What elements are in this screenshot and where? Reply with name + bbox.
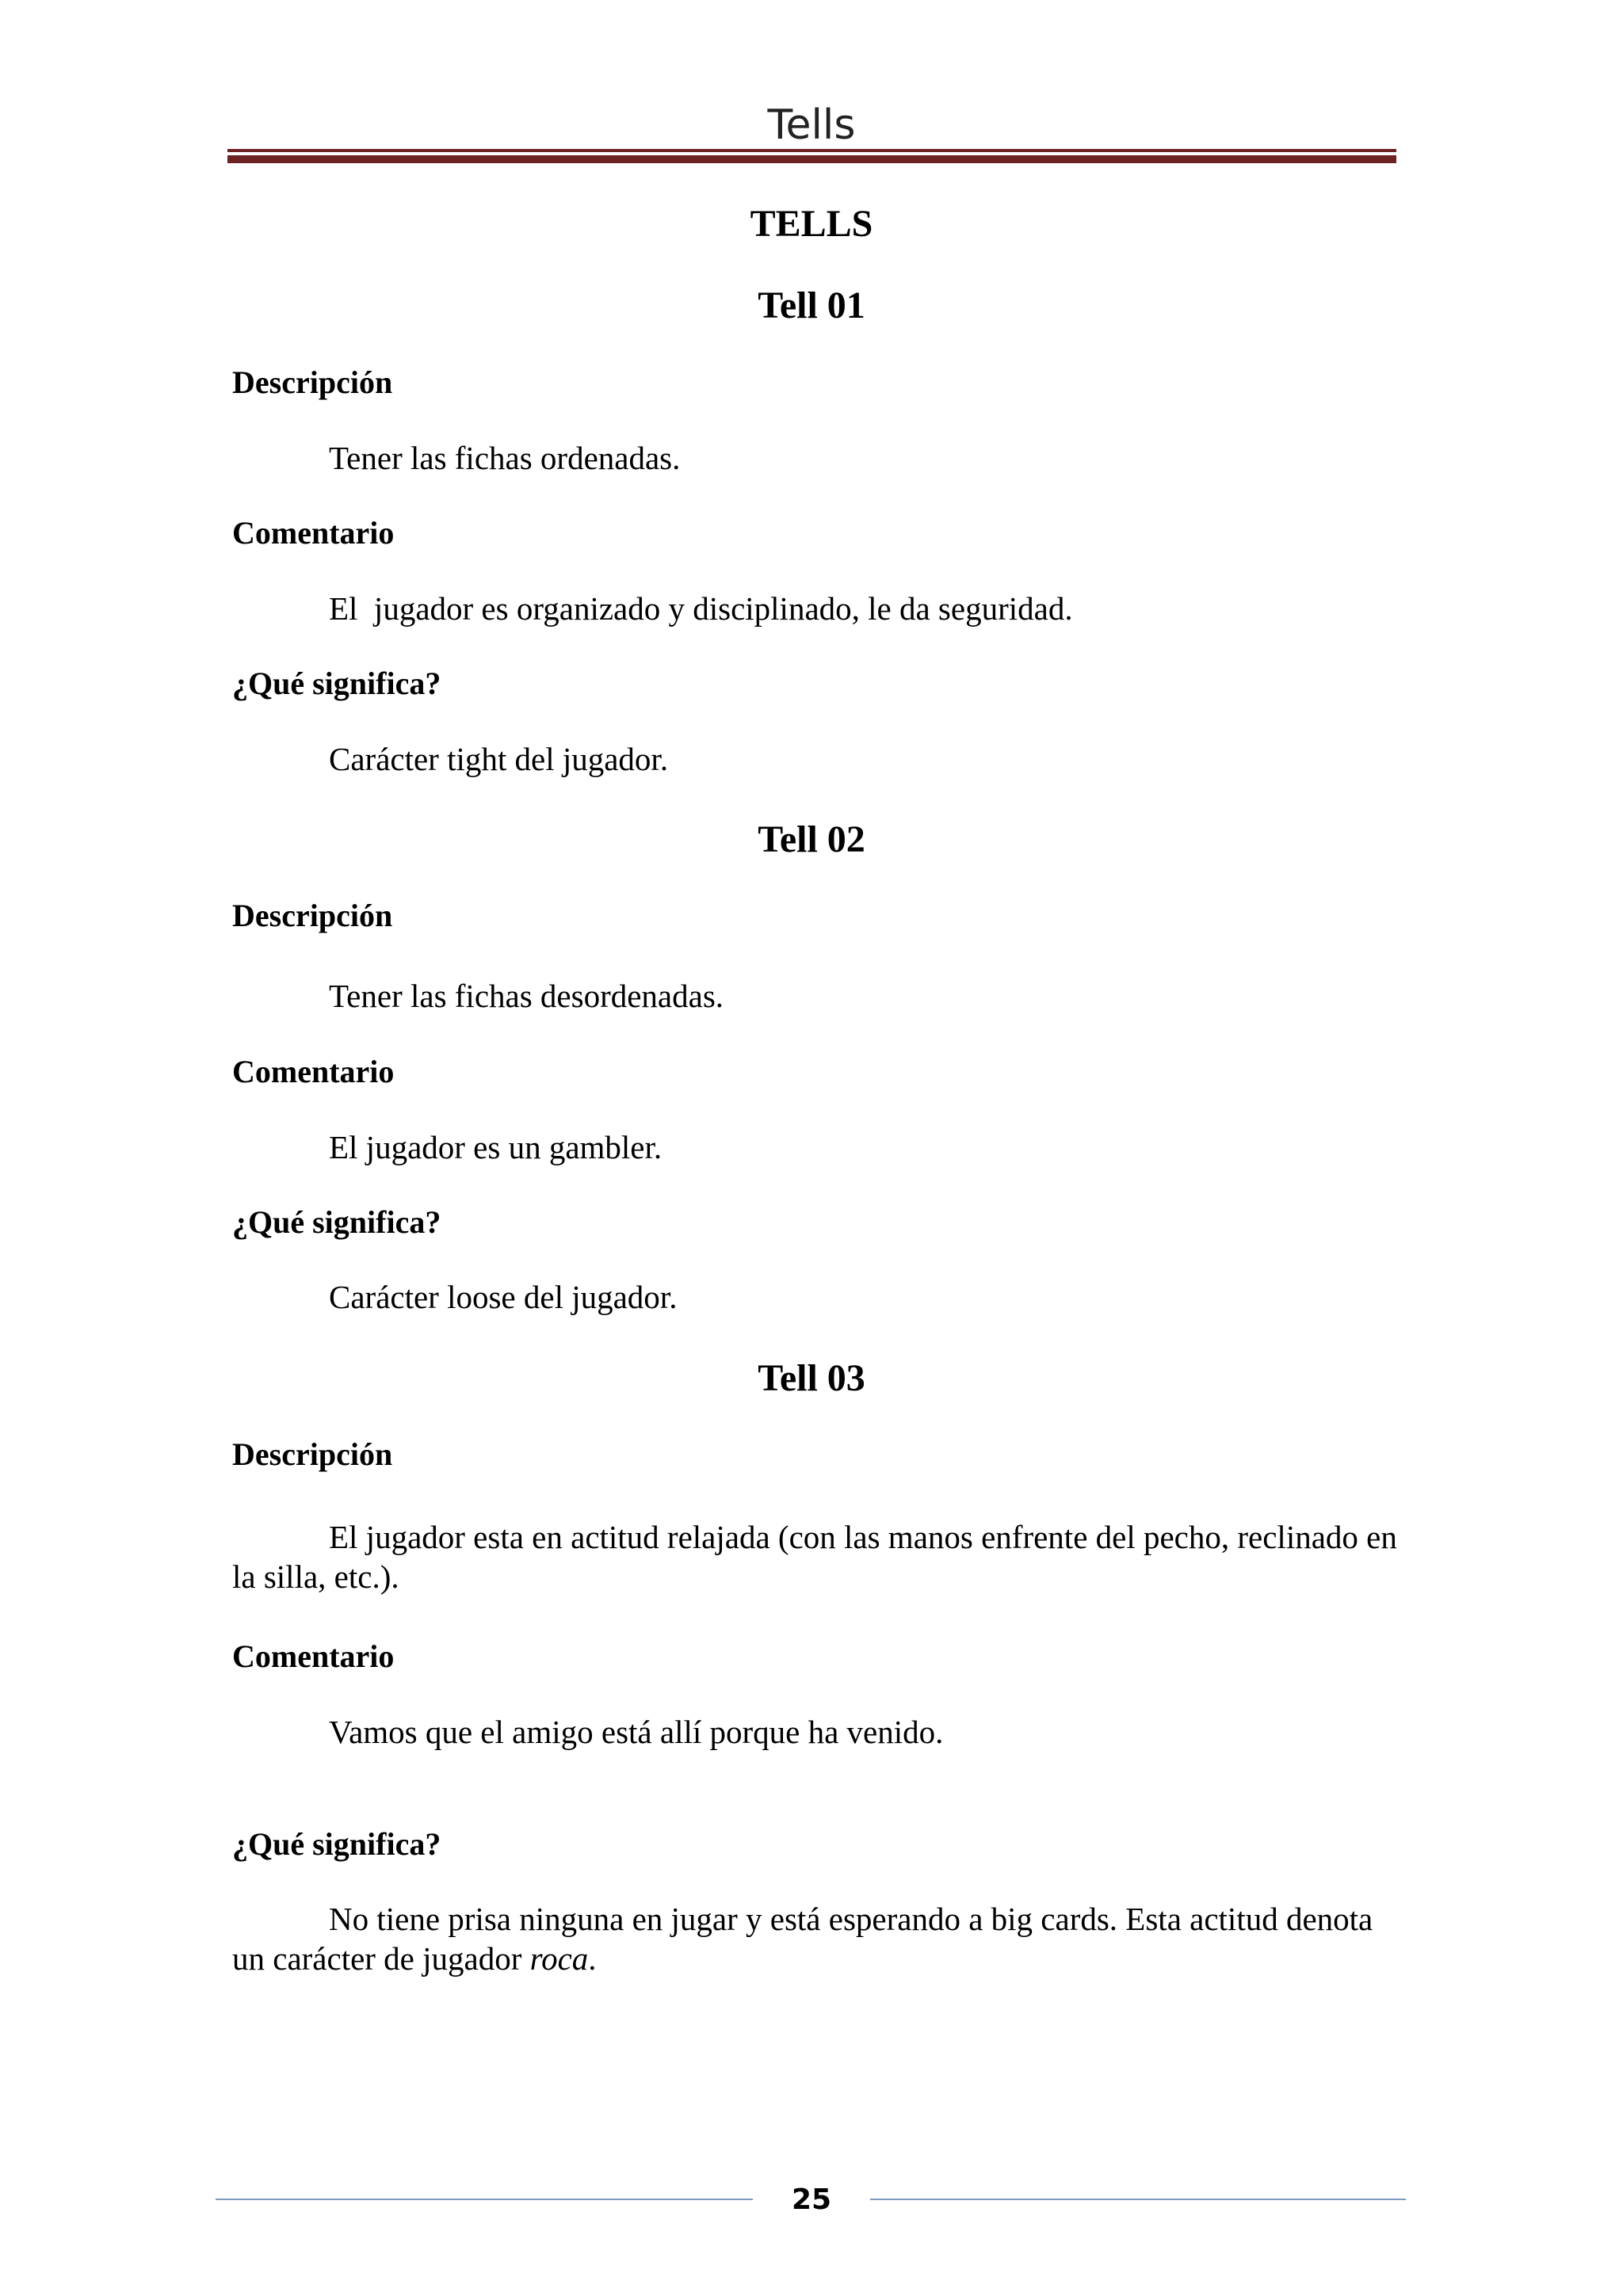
tell-02-meaning: Carácter loose del jugador. [329, 1279, 678, 1315]
tell-03-meaning-label: ¿Qué significa? [232, 1826, 441, 1862]
tell-01-meaning: Carácter tight del jugador. [329, 741, 669, 777]
tell-03-comment-label: Comentario [232, 1638, 395, 1674]
tell-01-title: Tell 01 [758, 284, 865, 326]
header-rule-thin [227, 149, 1396, 152]
tell-01-description: Tener las fichas ordenadas. [329, 440, 681, 476]
tell-01-comment: El jugador es organizado y disciplinado, le da seguridad. [329, 590, 1073, 627]
tell-03-meaning-emphasis: roca [529, 1940, 589, 1977]
tell-02-comment-label: Comentario [232, 1054, 395, 1089]
tell-03-meaning-text: No tiene prisa ninguna en jugar y está esperando a big cards. Esta actitud denota un carácter de jugador [232, 1901, 1373, 1977]
tell-03-description-label: Descripción [232, 1436, 393, 1472]
page-number: 25 [791, 2183, 832, 2216]
tell-02-meaning-label: ¿Qué significa? [232, 1204, 441, 1240]
tell-03-description: El jugador esta en actitud relajada (con las manos enfrente del pecho, reclinado en la silla, etc.). [232, 1519, 1397, 1595]
tell-02-description-label: Descripción [232, 898, 393, 933]
tell-02-description: Tener las fichas desordenadas. [329, 978, 724, 1014]
tell-02-title: Tell 02 [758, 818, 865, 860]
tell-01-description-label: Descripción [232, 364, 393, 400]
header-rule-thick [227, 155, 1396, 163]
tell-03-meaning [232, 1899, 1397, 1978]
tell-03-comment: Vamos que el amigo está allí porque ha venido. [329, 1714, 944, 1750]
tell-03-meaning-end: . [588, 1940, 597, 1977]
tell-01-meaning-label: ¿Qué significa? [232, 666, 441, 701]
running-header-title: Tells [767, 101, 856, 149]
tell-02-comment: El jugador es un gambler. [329, 1129, 663, 1165]
document-title: TELLS [750, 203, 873, 245]
tell-03-title: Tell 03 [758, 1357, 865, 1399]
tell-01-comment-label: Comentario [232, 515, 395, 551]
